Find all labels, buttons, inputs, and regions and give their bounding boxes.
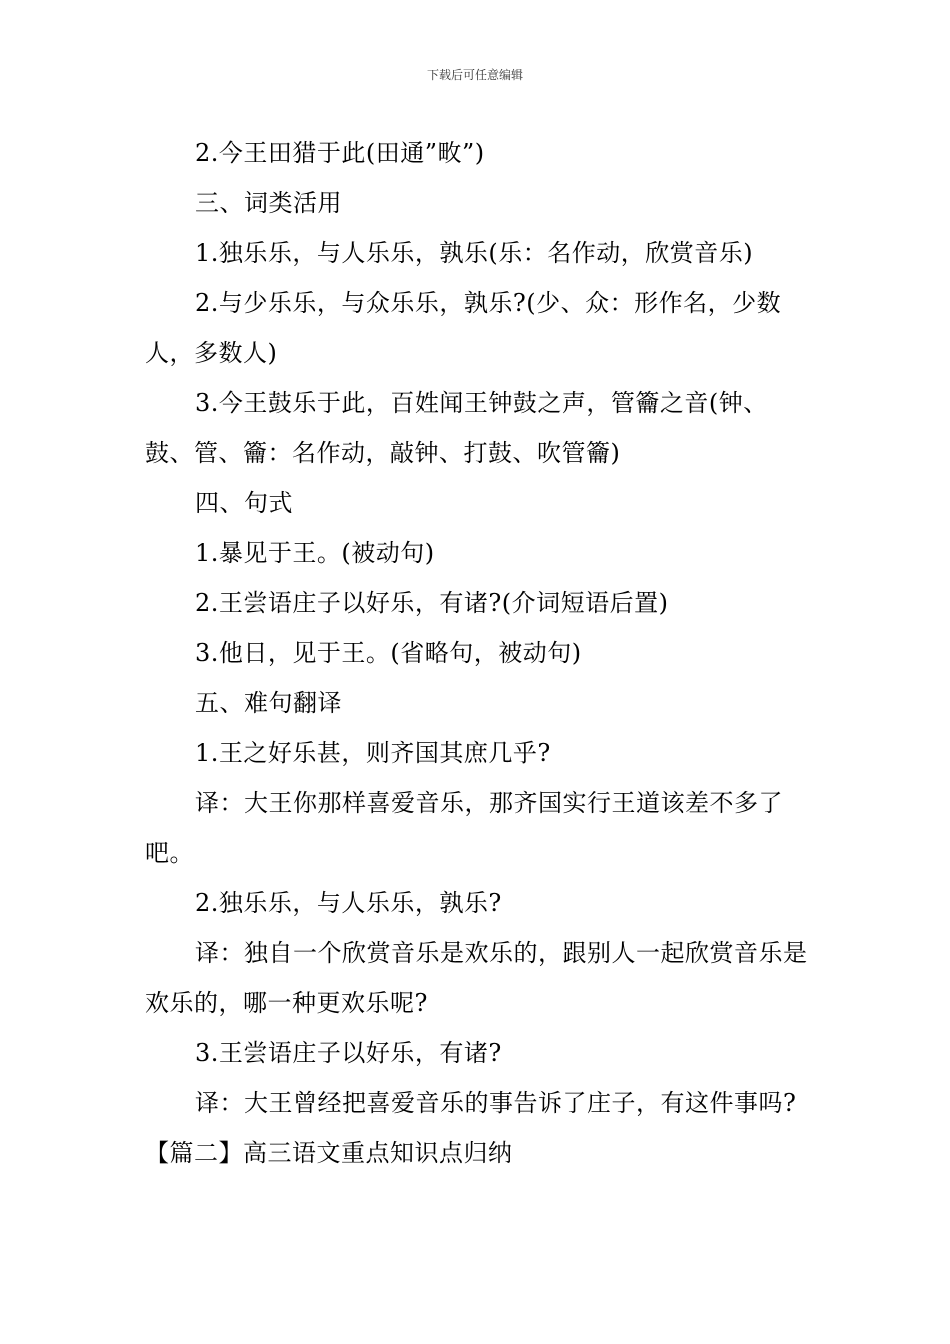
document-body	[145, 128, 813, 1178]
paragraph: 3.今王鼓乐于此，百姓闻王钟鼓之声，管籥之音(钟、鼓、管、籥：名作动，敲钟、打鼓、吹管籥)	[145, 389, 768, 467]
paragraph: 2.独乐乐，与人乐乐，孰乐?	[195, 889, 502, 917]
section-heading: 【篇二】高三语文重点知识点归纳	[145, 1139, 513, 1167]
paragraph: 2.与少乐乐，与众乐乐，孰乐?(少、众：形作名，少数人，多数人)	[145, 289, 782, 367]
paragraph: 1.暴见于王。(被动句)	[195, 539, 435, 567]
translation-paragraph: 译：大王你那样喜爱音乐，那齐国实行王道该差不多了吧。	[145, 789, 783, 867]
paragraph: 2.今王田猎于此(田通”畋”)	[195, 139, 485, 167]
paragraph: 3.他日，见于王。(省略句，被动句)	[195, 639, 582, 667]
paragraph: 1.独乐乐，与人乐乐，孰乐(乐：名作动，欣赏音乐)	[195, 239, 754, 267]
translation-paragraph: 译：大王曾经把喜爱音乐的事告诉了庄子，有这件事吗?	[195, 1089, 797, 1117]
paragraph: 1.王之好乐甚，则齐国其庶几乎?	[195, 739, 551, 767]
page-header-note: 下载后可任意编辑	[426, 68, 523, 82]
paragraph: 2.王尝语庄子以好乐，有诸?(介词短语后置)	[195, 589, 669, 617]
section-title: 五、难句翻译	[195, 689, 342, 717]
section-title: 三、词类活用	[195, 189, 342, 217]
paragraph: 3.王尝语庄子以好乐，有诸?	[195, 1039, 502, 1067]
translation-paragraph: 译：独自一个欣赏音乐是欢乐的，跟别人一起欣赏音乐是欢乐的，哪一种更欢乐呢?	[145, 939, 808, 1017]
section-title: 四、句式	[195, 489, 293, 517]
